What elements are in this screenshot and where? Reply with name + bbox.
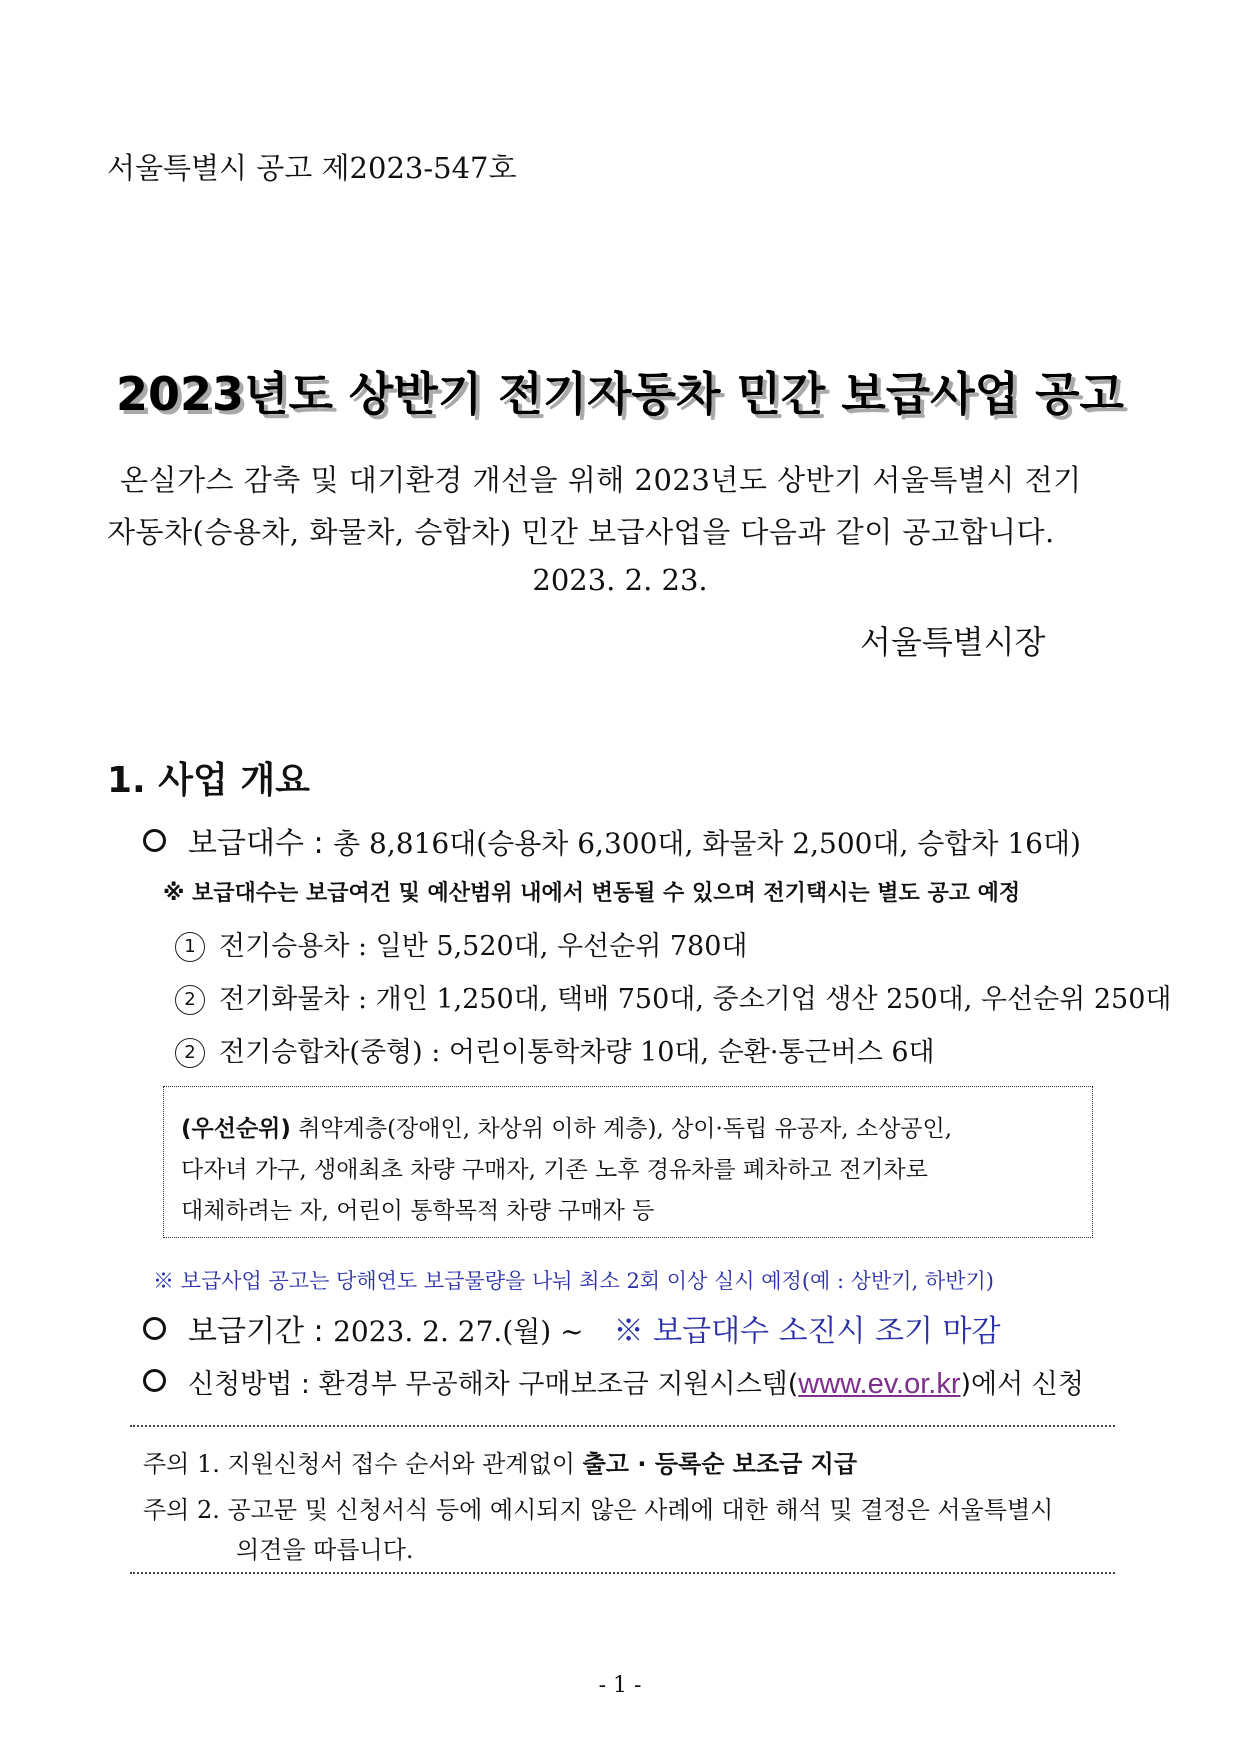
supply-period-row (143, 1306, 1001, 1350)
caution-1-text: 주의 1. 지원신청서 접수 순서와 관계없이 (143, 1450, 583, 1478)
supply-count-row (143, 818, 1081, 862)
method-value: 환경부 무공해차 구매보조금 지원시스템( (318, 1369, 799, 1400)
document-title: 2023년도 상반기 전기자동차 민간 보급사업 공고 (116, 367, 1124, 421)
caution-2-continued: 의견을 따릅니다. (236, 1536, 414, 1564)
intro-line-2: 자동차(승용차, 화물차, 승합차) 민간 보급사업을 다음과 같이 공고합니다. (107, 515, 1055, 549)
list-item-text: 전기승용차 : 일반 5,520대, 우선순위 780대 (219, 931, 748, 962)
period-note: ※ 보급대수 소진시 조기 마감 (613, 1314, 1001, 1349)
list-item (175, 977, 1171, 1016)
priority-label: (우선순위) (181, 1116, 291, 1142)
circled-number-icon: 1 (175, 932, 205, 962)
period-separator: : (303, 1314, 334, 1349)
list-item-text: 전기승합차(중형) : 어린이통학차량 10대, 순환·통근버스 6대 (219, 1037, 935, 1068)
period-value: 2023. 2. 27.(월) ~ (333, 1315, 584, 1348)
priority-line-3: 대체하려는 자, 어린이 통학목적 차량 구매자 등 (181, 1198, 655, 1224)
divider-top (130, 1425, 1115, 1427)
notice-number: 서울특별시 공고 제2023-547호 (107, 151, 517, 185)
priority-line-1 (181, 1110, 952, 1143)
section-heading: 1. 사업 개요 (107, 760, 310, 801)
caution-1-strong: 출고 · 등록순 보조금 지급 (582, 1450, 858, 1478)
page-number: - 1 - (598, 1673, 642, 1698)
document-date: 2023. 2. 23. (532, 563, 708, 597)
supply-label: 보급대수 (188, 826, 304, 861)
divider-bottom (130, 1572, 1115, 1574)
caution-2: 주의 2. 공고문 및 신청서식 등에 예시되지 않은 사례에 대한 해석 및 결정은 서울특별시 (143, 1496, 1054, 1524)
list-item-text: 전기화물차 : 개인 1,250대, 택배 750대, 중소기업 생산 250대, 우선순위 250대 (219, 984, 1172, 1015)
priority-text: 취약계층(장애인, 차상위 이하 계층), 상이·독립 유공자, 소상공인, (290, 1116, 953, 1142)
period-label: 보급기간 (188, 1314, 304, 1349)
list-item (175, 1030, 935, 1069)
circle-bullet-icon (143, 829, 166, 852)
round-note: ※ 보급사업 공고는 당해연도 보급물량을 나눠 최소 2회 이상 실시 예정(예 : 상반기, 하반기) (153, 1269, 994, 1293)
application-method-row (143, 1362, 1084, 1401)
caution-1 (143, 1444, 857, 1479)
circle-bullet-icon (143, 1317, 166, 1340)
circled-number-icon: 2 (175, 985, 205, 1015)
list-item (175, 924, 748, 963)
method-label: 신청방법 (188, 1369, 293, 1400)
supply-note: ※ 보급대수는 보급여건 및 예산범위 내에서 변동될 수 있으며 전기택시는 별도 공고 예정 (163, 881, 1021, 906)
supply-value: 총 8,816대(승용차 6,300대, 화물차 2,500대, 승합차 16대) (333, 827, 1081, 860)
method-value-end: )에서 신청 (960, 1369, 1084, 1400)
method-separator: : (292, 1369, 319, 1400)
supply-separator: : (303, 826, 334, 861)
circle-bullet-icon (143, 1369, 166, 1392)
ev-site-link[interactable]: www.ev.or.kr (798, 1368, 961, 1400)
priority-line-2: 다자녀 가구, 생애최초 차량 구매자, 기존 노후 경유차를 폐차하고 전기차로 (181, 1157, 928, 1183)
intro-line-1: 온실가스 감축 및 대기환경 개선을 위해 2023년도 상반기 서울특별시 전기 (120, 463, 1082, 497)
circled-number-icon: 2 (175, 1038, 205, 1068)
issuer: 서울특별시장 (860, 623, 1046, 661)
